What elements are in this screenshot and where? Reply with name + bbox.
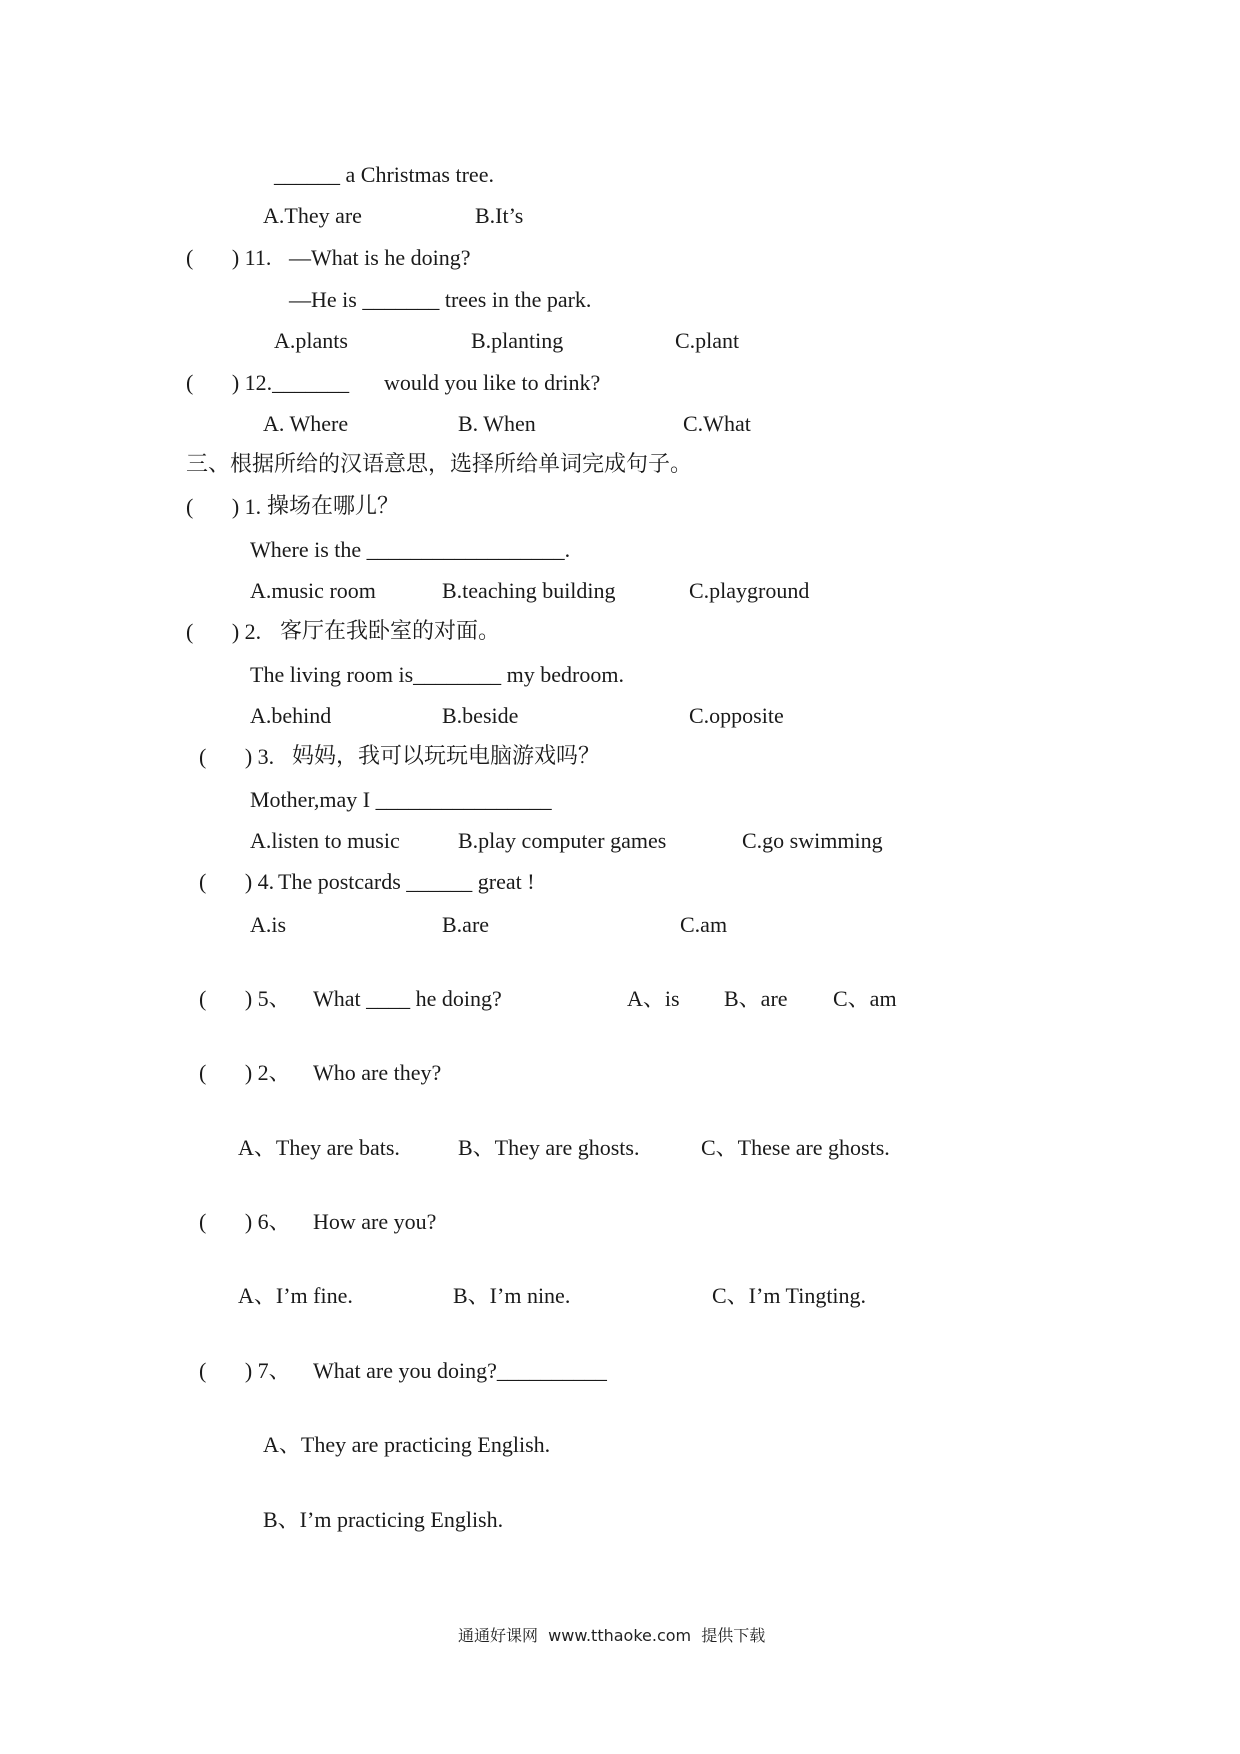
s3q3-option-b: B.play computer games: [458, 828, 667, 853]
q6-answer-paren: ( ) 6、: [199, 1209, 291, 1234]
s3q1-answer-paren: ( ) 1.: [186, 494, 262, 519]
section-3-heading: 三、根据所给的汉语意思，选择所给单词完成句子。: [186, 452, 693, 477]
q2b-option-a: A、They are bats.: [238, 1135, 400, 1160]
q11-answer-line: —He is _______ trees in the park.: [289, 287, 592, 312]
s3q4-option-a: A.is: [250, 912, 287, 937]
q11-answer-paren: ( ) 11.: [186, 245, 272, 270]
q10-option-a: A.They are: [263, 203, 362, 228]
q6-option-a: A、I’m fine.: [238, 1283, 353, 1308]
s3q3-english: Mother,may I ________________: [250, 787, 552, 812]
q10-option-b: B.It’s: [475, 203, 524, 228]
s3q1-option-a: A.music room: [250, 578, 376, 603]
q10-stem-line: ______ a Christmas tree.: [274, 162, 494, 187]
q11-option-c: C.plant: [675, 328, 740, 353]
q7-option-b: B、I’m practicing English.: [263, 1507, 504, 1532]
q7-option-a: A、They are practicing English.: [263, 1432, 551, 1457]
q12-question: would you like to drink?: [384, 370, 601, 395]
s3q4-option-b: B.are: [442, 912, 490, 937]
q5-option-c: C、am: [833, 986, 897, 1011]
q2b-option-c: C、These are ghosts.: [701, 1135, 890, 1160]
q11-question: —What is he doing?: [289, 245, 471, 270]
q6-option-c: C、I’m Tingting.: [712, 1283, 867, 1308]
s3q1-chinese: 操场在哪儿？: [267, 494, 400, 519]
q12-option-a: A. Where: [263, 411, 349, 436]
s3q3-chinese: 妈妈，我可以玩玩电脑游戏吗？: [292, 744, 601, 769]
q5-option-b: B、are: [724, 986, 788, 1011]
s3q2-answer-paren: ( ) 2.: [186, 619, 262, 644]
s3q3-option-a: A.listen to music: [250, 828, 400, 853]
s3q1-option-b: B.teaching building: [442, 578, 616, 603]
s3q3-answer-paren: ( ) 3.: [199, 744, 275, 769]
s3q2-option-a: A.behind: [250, 703, 332, 728]
q12-option-c: C.What: [683, 411, 751, 436]
q5-option-a: A、is: [627, 986, 680, 1011]
s3q4-answer-paren: ( ) 4.: [199, 869, 275, 894]
s3q2-chinese: 客厅在我卧室的对面。: [280, 619, 501, 644]
s3q1-english: Where is the __________________.: [250, 537, 571, 562]
q12-answer-paren: ( ) 12._______: [186, 370, 350, 395]
q2b-question: Who are they?: [313, 1060, 442, 1085]
page-footer: 通通好课网 www.tthaoke.com 提供下载: [458, 1626, 766, 1645]
q2b-option-b: B、They are ghosts.: [458, 1135, 640, 1160]
q6-question: How are you?: [313, 1209, 437, 1234]
q7-answer-paren: ( ) 7、: [199, 1358, 291, 1383]
s3q2-option-b: B.beside: [442, 703, 519, 728]
s3q4-question: The postcards ______ great !: [278, 869, 535, 894]
q7-question: What are you doing?__________: [313, 1358, 607, 1383]
s3q2-english: The living room is________ my bedroom.: [250, 662, 624, 687]
s3q2-option-c: C.opposite: [689, 703, 784, 728]
q11-option-b: B.planting: [471, 328, 564, 353]
s3q1-option-c: C.playground: [689, 578, 810, 603]
q6-option-b: B、I’m nine.: [453, 1283, 571, 1308]
q5-question: What ____ he doing?: [313, 986, 502, 1011]
s3q4-option-c: C.am: [680, 912, 728, 937]
q5-answer-paren: ( ) 5、: [199, 986, 291, 1011]
q11-option-a: A.plants: [274, 328, 348, 353]
q12-option-b: B. When: [458, 411, 536, 436]
q2b-answer-paren: ( ) 2、: [199, 1060, 291, 1085]
s3q3-option-c: C.go swimming: [742, 828, 883, 853]
